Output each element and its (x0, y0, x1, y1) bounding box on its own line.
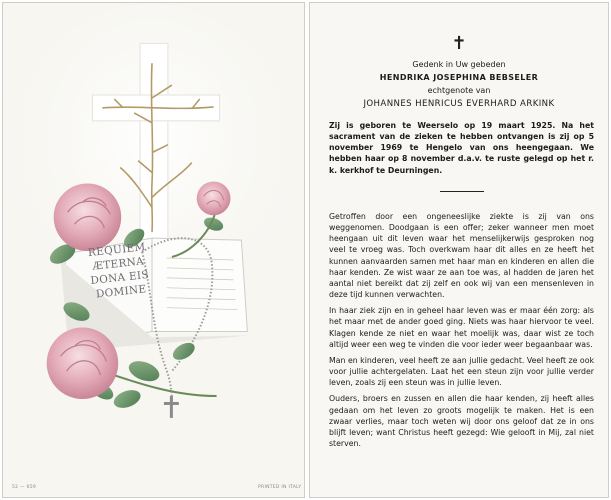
biography-text: Zij is geboren te Weerselo op 19 maart 1925. Na het sacrament van de zieken te hebben ontvangen is zij op 5 november 1969 te Hengelo van ons heengegaan. We hebben haar op 8 november d.a.v. te ruste gelegd op het r. k. kerkhof te Deurningen. (329, 121, 594, 175)
book-line: ÆTERNA (91, 255, 145, 273)
book-line: DOMINE (95, 283, 147, 301)
deceased-name: HENDRIKA JOSEPHINA BEBSELER (379, 73, 539, 82)
printed-in-italy: PRINTED IN ITALY (258, 485, 302, 490)
biography (329, 120, 594, 176)
memorial-picture-card (2, 2, 305, 498)
paragraph: Man en kinderen, veel heeft ze aan jullie gedacht. Veel heeft ze ook voor jullie achtergelaten. Laat het een steun zijn voor jullie verder leven, zoals zij een steun was in jullie leven. (329, 355, 594, 388)
card-code: 52 — 659 (12, 485, 37, 490)
paragraph: In haar ziek zijn en in geheel haar leven was er maar één zorg: als het maar met de ander goed ging. Niets was haar hiervoor te veel. Klagen kende ze niet en waar het moelijk was, daar wist ze toch altijd weer een weg te vinden die voor ieder weer begaanbaar was. (329, 306, 594, 349)
book-line: DONA EIS (89, 268, 150, 287)
cross-icon: ✝ (451, 33, 467, 54)
paragraph: Getroffen door een ongeneeslijke ziekte is zij van ons weggenomen. Doodgaan is een offer; zeker wanneer men moet heengaan uit dit leven waar het menselijkerwijs gesproken nog veel te vroeg was. Toch overkwam haar dit alles en ze heeft het kunnen aanvaarden samen met haar man en kinderen en allen die haar kenden. Ze wist waar ze aan toe was, al hadden de jaren het aantal niet bereikt dat zij zelf en ook wij van een mensenleven in deze tijd kunnen verwachten. (329, 212, 594, 300)
intro-line: Gedenk in Uw gebeden (412, 60, 506, 69)
paragraph: Ouders, broers en zussen en allen die haar kenden, zij heeft alles gedaan om het leven zo groots mogelijk te maken. Het is een zwaar verlies, maar toch weten wij door ons geloof dat ze in ons blijft leven; want Christus heeft gezegd: Wie gelooft in Mij, zal niet sterven. (329, 394, 594, 448)
book-line: REQUIEM (87, 241, 147, 260)
book-inscription (78, 239, 159, 303)
spouse-label: echtgenote van (427, 86, 491, 95)
memorial-text (329, 211, 594, 454)
divider (440, 191, 484, 192)
spouse-name: JOHANNES HENRICUS EVERHARD ARKINK (363, 99, 555, 109)
memorial-text-card (309, 2, 609, 498)
